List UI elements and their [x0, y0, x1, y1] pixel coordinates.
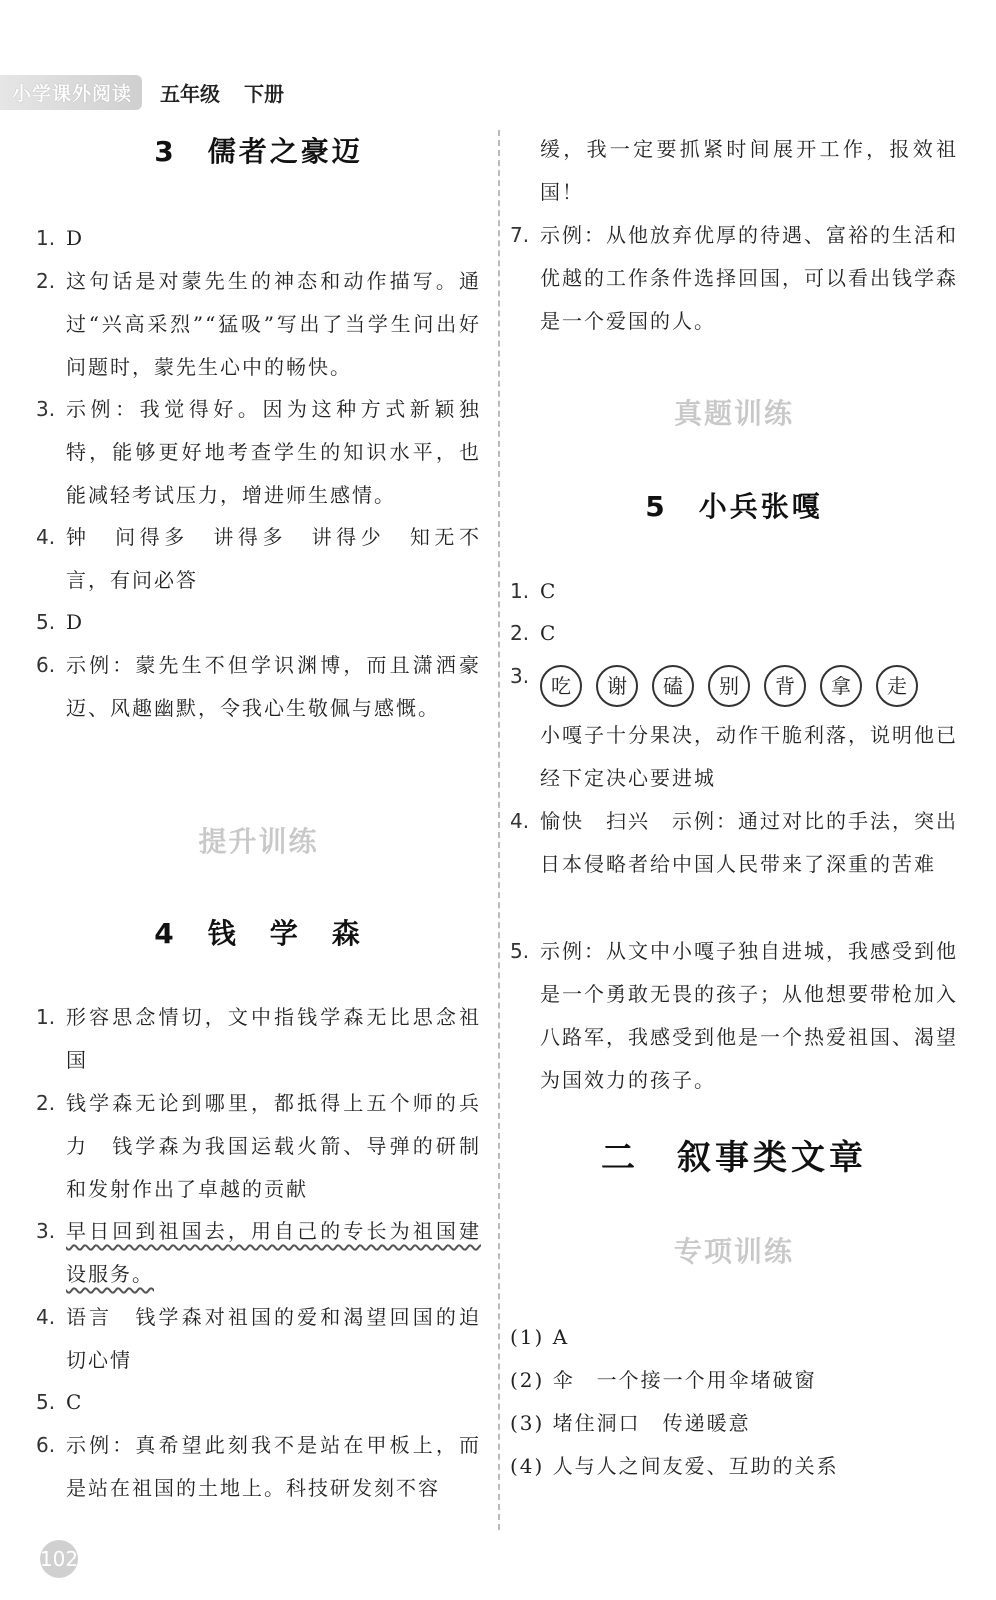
page-number: 102 [40, 1540, 78, 1578]
l5-q2 [510, 612, 958, 655]
answer-text: 形容思念情切，文中指钱学森无比思念祖国 [66, 1005, 481, 1072]
question-number: 4. [36, 525, 56, 549]
answer-text: 示例：我觉得好。因为这种方式新颖独特，能够更好地考查学生的知识水平，也能减轻考试压力，增进师生感情。 [66, 397, 481, 507]
l3-q1 [36, 217, 481, 260]
l3-q5 [36, 601, 481, 644]
answer-text: 愉快 扫兴 示例：通过对比的手法，突出日本侵略者给中国人民带来了深重的苦难 [540, 809, 958, 876]
section-zhenti: 真题训练 [673, 397, 794, 430]
l5-q4 [510, 800, 958, 886]
question-number: 5. [36, 1390, 56, 1414]
answer-text: D [66, 610, 85, 634]
answer-text: C [540, 621, 558, 645]
answer-text: 钱学森无论到哪里，都抵得上五个师的兵力 钱学森为我国运载火箭、导弹的研制和发射作出了卓越的贡献 [66, 1091, 481, 1201]
question-number: 7. [510, 223, 530, 247]
l3-q4 [36, 516, 481, 602]
answer-text: 小嘎子十分果决，动作干脆利落，说明他已经下定决心要进城 [540, 723, 958, 790]
circled-char: 拿 [820, 665, 862, 707]
question-number: 3. [36, 1219, 56, 1243]
answer-text: 示例：从文中小嘎子独自进城，我感受到他是一个勇敢无畏的孩子；从他想要带枪加入八路军，我感受到他是一个热爱祖国、渴望为国效力的孩子。 [540, 939, 958, 1092]
l4-q3 [36, 1210, 481, 1296]
question-number: 2. [36, 269, 56, 293]
l5-q1 [510, 570, 958, 613]
section-zhuanxiang: 专项训练 [673, 1235, 794, 1268]
answer-text: C [540, 579, 558, 603]
answer-text: 示例：从他放弃优厚的待遇、富裕的生活和优越的工作条件选择回国，可以看出钱学森是一个爱国的人。 [540, 223, 958, 333]
answer-text: 这句话是对蒙先生的神态和动作描写。通过“兴高采烈”“猛吸”写出了当学生问出好问题时，蒙先生心中的畅快。 [66, 269, 481, 379]
l4-q6-continued [510, 128, 958, 214]
l5-q3-explanation [510, 714, 958, 800]
question-number: 6. [36, 653, 56, 677]
circled-char: 磕 [652, 665, 694, 707]
l5-q5 [510, 930, 958, 1102]
question-number: 3. [510, 664, 530, 688]
l4-q6 [36, 1424, 481, 1510]
question-number: 1. [36, 226, 56, 250]
question-number: 5. [36, 610, 56, 634]
question-number: 4. [510, 809, 530, 833]
answer-text: 缓，我一定要抓紧时间展开工作，报效祖国！ [540, 137, 958, 204]
question-number: 1. [510, 579, 530, 603]
section-tisheng: 提升训练 [198, 825, 319, 858]
chapter-2-title: 二 叙事类文章 [601, 1138, 867, 1178]
circled-char: 谢 [596, 665, 638, 707]
answer-text: C [66, 1390, 84, 1414]
answer-text: 早日回到祖国去，用自己的专长为祖国建设服务。 [66, 1219, 481, 1286]
l3-q2 [36, 260, 481, 389]
lesson4-title: 4 钱 学 森 [154, 917, 363, 950]
question-number: 6. [36, 1433, 56, 1457]
circled-char: 吃 [540, 665, 582, 707]
lesson3-title: 3 儒者之豪迈 [154, 135, 363, 168]
circled-char: 背 [764, 665, 806, 707]
answer-text: 示例：蒙先生不但学识渊博，而且潇洒豪迈、风趣幽默，令我心生敬佩与感慨。 [66, 653, 481, 720]
zx-item-4: (4) 人与人之间友爱、互助的关系 [510, 1454, 839, 1478]
zx-item-2: (2) 伞 一个接一个用伞堵破窗 [510, 1368, 817, 1392]
question-number: 5. [510, 939, 530, 963]
zx-item-3: (3) 堵住洞口 传递暖意 [510, 1411, 751, 1435]
answer-text: 语言 钱学森对祖国的爱和渴望回国的迫切心情 [66, 1305, 481, 1372]
question-number: 1. [36, 1005, 56, 1029]
l3-q6 [36, 644, 481, 730]
l4-q1 [36, 996, 481, 1082]
page-header [0, 72, 284, 112]
circled-char: 别 [708, 665, 750, 707]
circled-char: 走 [876, 665, 918, 707]
column-divider [498, 130, 500, 1530]
l4-q4 [36, 1296, 481, 1382]
volume-label: 下册 [244, 81, 285, 106]
l4-q2 [36, 1082, 481, 1211]
question-number: 4. [36, 1305, 56, 1329]
l4-q7 [510, 214, 958, 343]
l3-q3 [36, 388, 481, 517]
question-number: 2. [36, 1091, 56, 1115]
answer-text: 示例：真希望此刻我不是站在甲板上，而是站在祖国的土地上。科技研发刻不容 [66, 1433, 481, 1500]
circled-characters [540, 665, 918, 707]
question-number: 2. [510, 621, 530, 645]
answer-text: 钟 问得多 讲得多 讲得少 知无不言，有问必答 [66, 525, 481, 592]
grade-label: 五年级 [160, 81, 221, 106]
zx-item-1: (1) A [510, 1325, 570, 1349]
lesson5-title: 5 小兵张嘎 [645, 490, 823, 523]
answer-text: D [66, 226, 85, 250]
question-number: 3. [36, 397, 56, 421]
l4-q5 [36, 1381, 481, 1424]
book-series-tag: 小学课外阅读 [0, 75, 142, 110]
